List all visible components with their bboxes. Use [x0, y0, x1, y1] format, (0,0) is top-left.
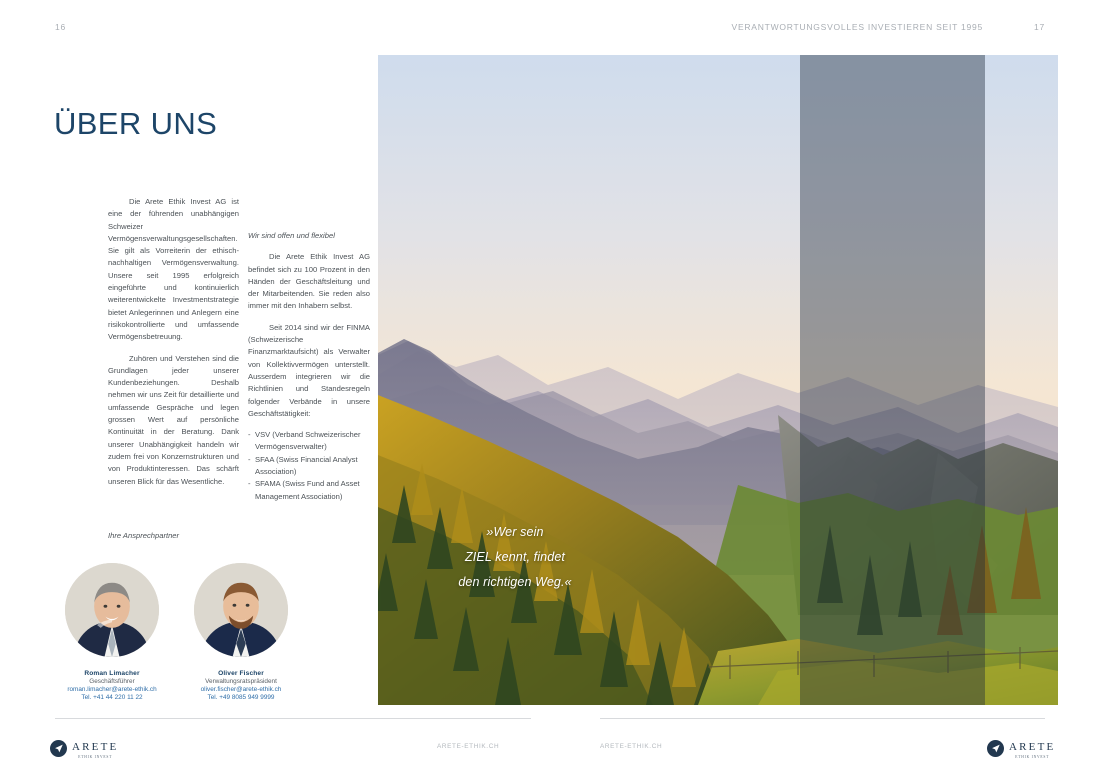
contact-role: Geschäftsführer: [89, 678, 135, 685]
contact-phone[interactable]: Tel. +41 44 220 11 22: [81, 694, 143, 701]
logo-name: ARETE: [72, 741, 119, 753]
contacts-heading: Ihre Ansprechpartner: [108, 531, 180, 540]
footer-rule-left: [55, 718, 531, 719]
logo-tagline: ETHIK INVEST: [78, 755, 113, 759]
logo-wordmark: [72, 738, 118, 760]
contact-phone[interactable]: Tel. +49 8085 949 9999: [207, 694, 275, 701]
landscape-photograph: [378, 55, 1058, 705]
list-item: - VSV (Verband Schweizerischer Vermögensverwalter): [248, 429, 370, 454]
contact-email[interactable]: oliver.fischer@arete-ethik.ch: [200, 686, 282, 693]
avatar: [65, 563, 159, 657]
paragraph: Die Arete Ethik Invest AG ist eine der führenden unabhängigen Schweizer Vermögensverwaltungsgesellschaften. Sie gilt als Vorreiterin der ethisch-nachhaltigen Vermögensverwaltung. Unsere seit 1995 erfolgreich eingeführte und kontinuierlich weiterentwickelte Investmentstrategie bietet Anlegerinnen und Anlegern eine risikokontrollierte und umfassende Vermögensbetreuung.: [108, 197, 239, 342]
page-title: ÜBER UNS: [54, 106, 218, 141]
logo-name: ARETE: [1009, 741, 1056, 753]
contact-card: [46, 563, 178, 701]
paragraph: Seit 2014 sind wir der FINMA (Schweizerische Finanzmarktaufsicht) als Verwalter von Kollektivvermögen unterstellt. Ausserdem integrieren wir die Richtlinien und Standesregeln folgender Verbände in unsere Geschäftstätigkeit:: [248, 322, 370, 418]
footer-url-right[interactable]: ARETE-ETHIK.CH: [600, 743, 663, 750]
list-item: - SFAA (Swiss Financial Analyst Association): [248, 454, 370, 479]
association-list: [248, 429, 370, 503]
pull-quote-line: »Wer sein: [486, 525, 544, 539]
pull-quote-line: den richtigen Weg.«: [458, 575, 572, 589]
folio-right: 17: [1034, 22, 1045, 32]
paragraph: Die Arete Ethik Invest AG befindet sich zu 100 Prozent in den Händen der Geschäftsleitung und der Mitarbeitenden. Sie reden also immer mit den Inhabern selbst.: [248, 252, 370, 311]
pull-quote: [410, 520, 620, 595]
contact-email[interactable]: roman.limacher@arete-ethik.ch: [67, 686, 157, 693]
body-column-two: [248, 230, 370, 503]
list-item: - SFAMA (Swiss Fund and Asset Management Association): [248, 478, 370, 503]
arete-compass-icon: [50, 740, 67, 757]
logo-tagline: ETHIK INVEST: [1015, 755, 1050, 759]
footer-url-left[interactable]: ARETE-ETHIK.CH: [437, 743, 500, 750]
logo-wordmark: [1009, 738, 1055, 760]
contact-card: [175, 563, 307, 701]
running-head-title: VERANTWORTUNGSVOLLES INVESTIEREN SEIT 1995: [731, 22, 983, 32]
column-subheading: Wir sind offen und flexibel: [248, 231, 335, 240]
brand-logo-left: [50, 738, 118, 760]
folio-left: 16: [55, 22, 66, 32]
contact-name: Roman Limacher: [84, 670, 140, 677]
avatar: [194, 563, 288, 657]
contact-name: Oliver Fischer: [218, 670, 264, 677]
pull-quote-line: ZIEL kennt, findet: [465, 550, 565, 564]
footer-rule-right: [600, 718, 1045, 719]
arete-compass-icon: [987, 740, 1004, 757]
paragraph: Zuhören und Verstehen sind die Grundlagen jeder unserer Kundenbeziehungen. Deshalb nehmen wir uns Zeit für detaillierte und umfassende Gespräche und legen grossen Wert auf persönliche Kontinuität in der Beratung. Dank unserer Unabhängigkeit handeln wir zudem frei von Konzernstrukturen und von Produktinteressen. Das schärft unseren Blick für das Wesentliche.: [108, 353, 239, 486]
body-column-one: [108, 196, 239, 488]
brand-logo-right: [987, 738, 1055, 760]
contact-role: Verwaltungsratspräsident: [205, 678, 277, 685]
